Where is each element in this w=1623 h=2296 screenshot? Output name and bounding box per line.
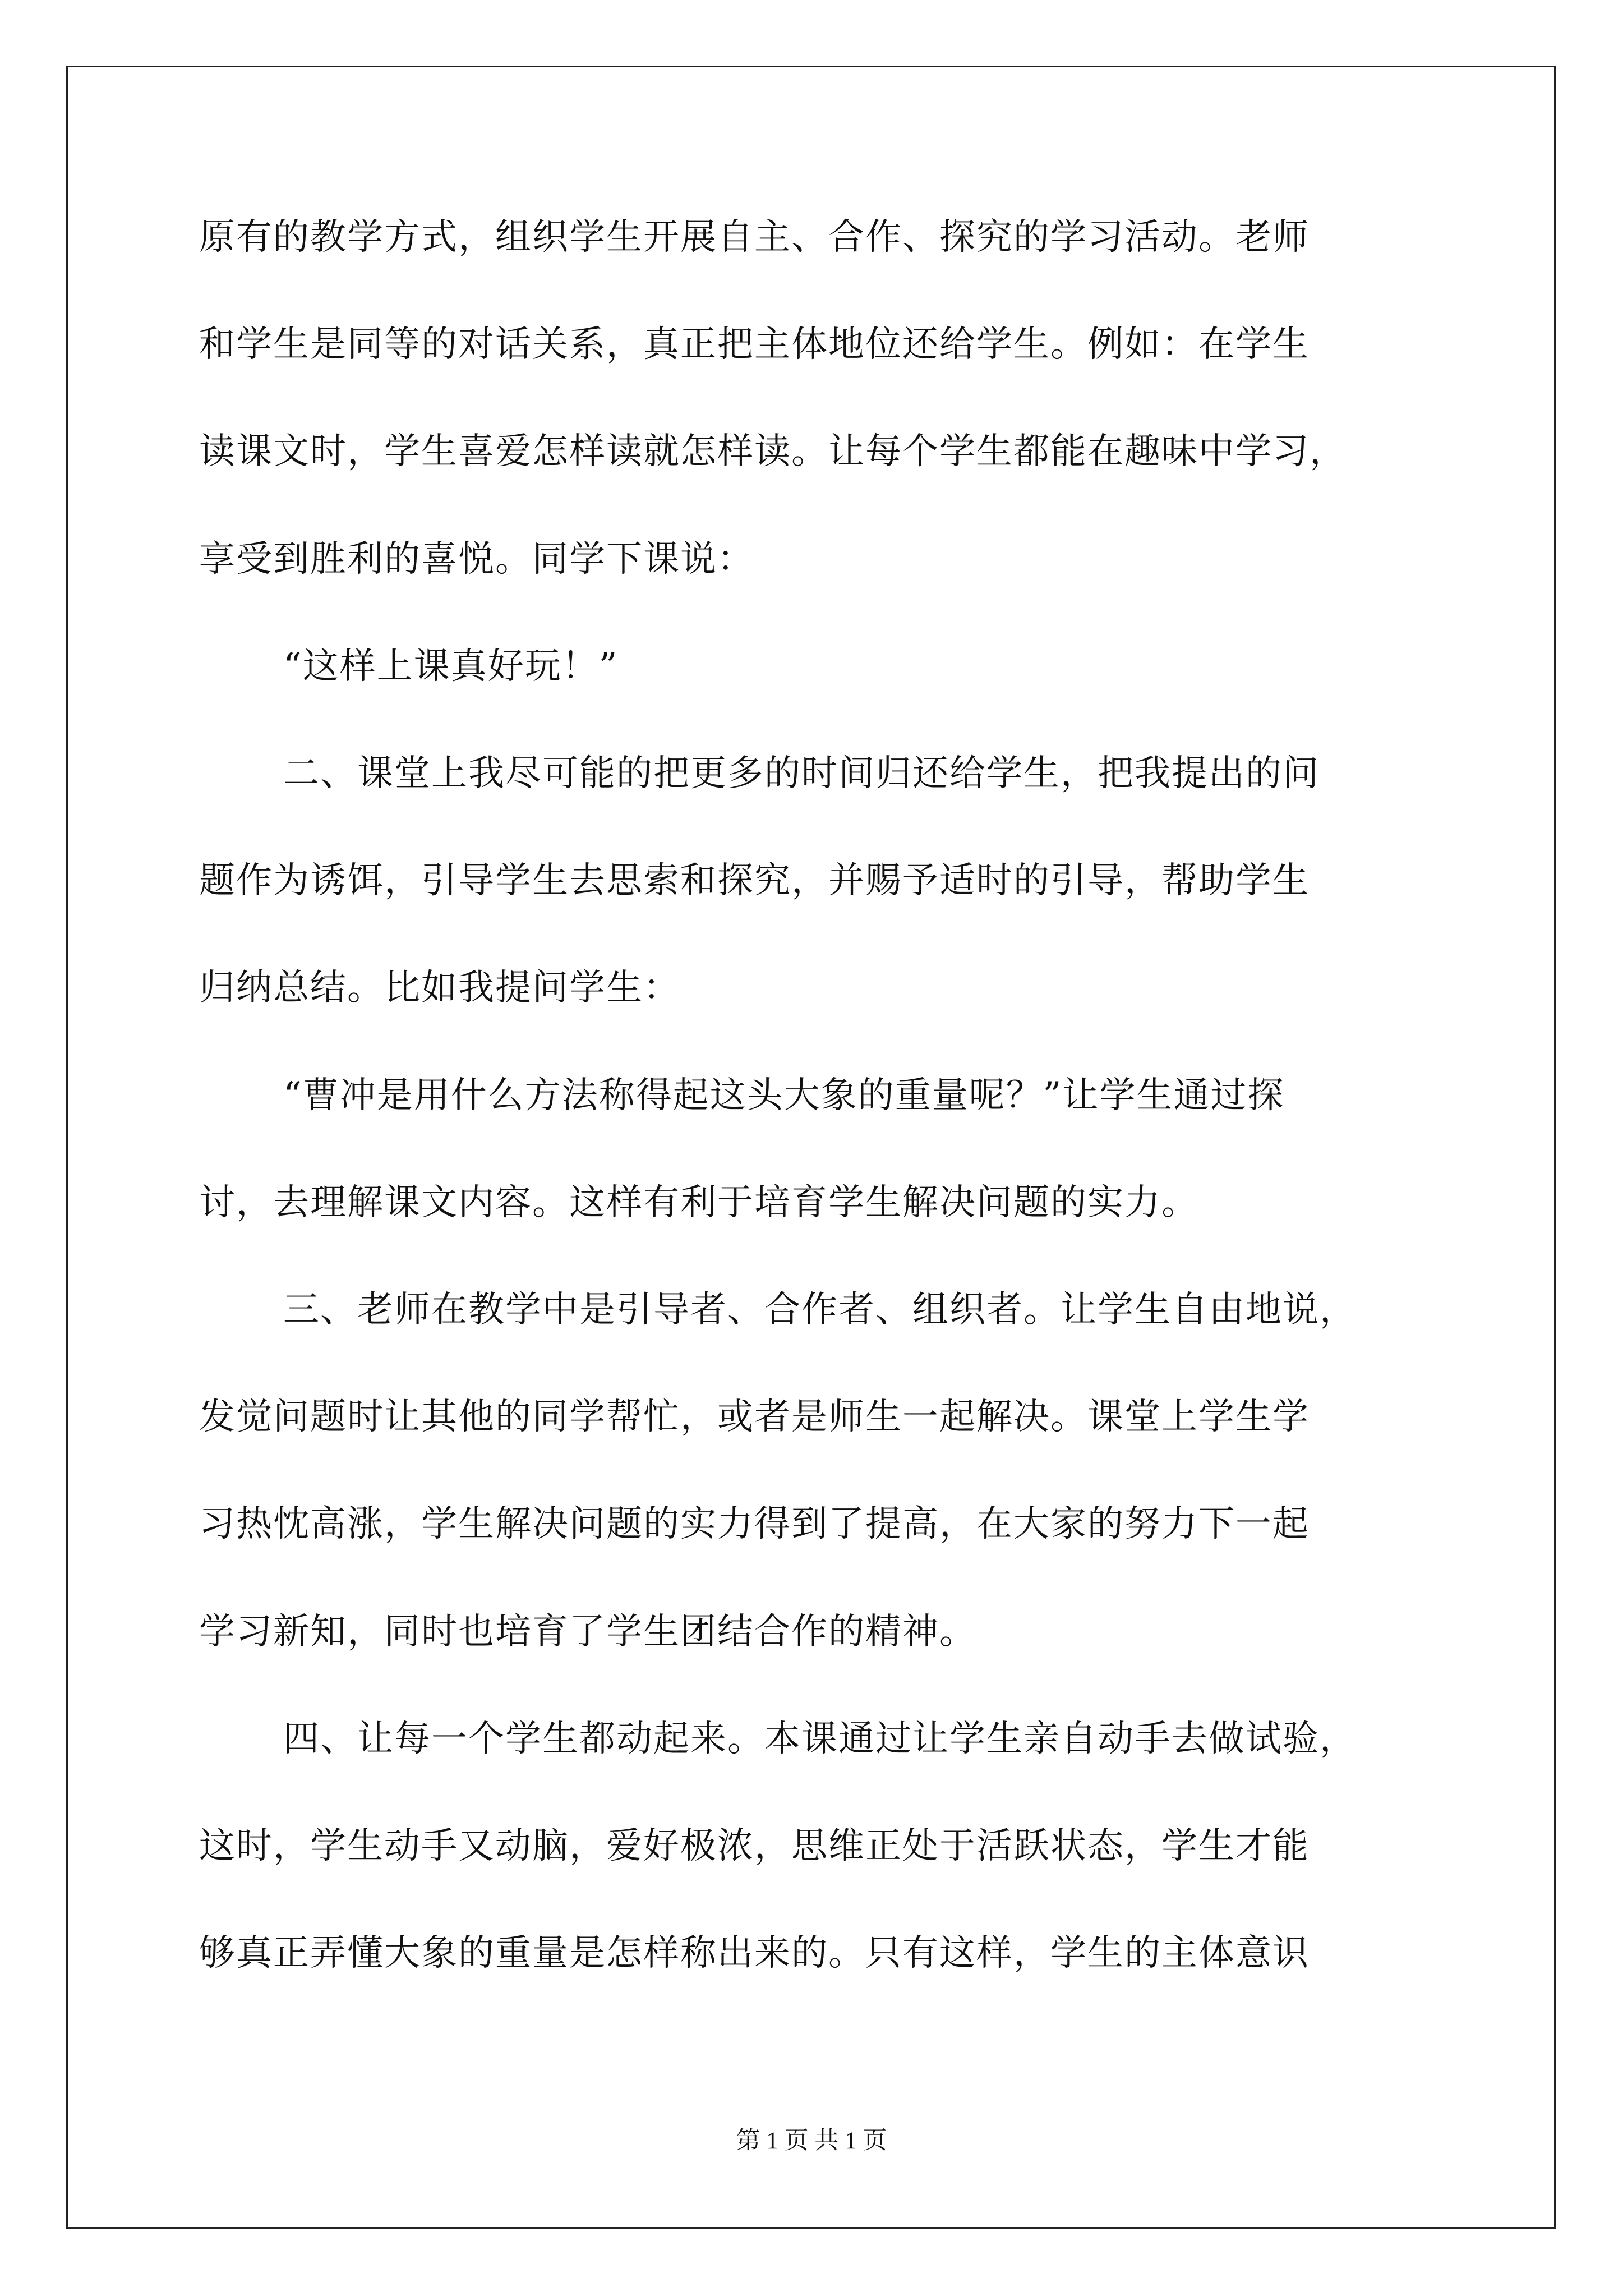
paragraph-start-line: 二、课堂上我尽可能的把更多的时间归还给学生，把我提出的问 <box>283 753 1320 794</box>
page-footer: 第 1 页 共 1 页 <box>736 2128 887 2154</box>
text-line: 读课文时，学生喜爱怎样读就怎样读。让每个学生都能在趣味中学习， <box>199 431 1347 472</box>
text-line: 题作为诱饵，引导学生去思索和探究，并赐予适时的引导，帮助学生 <box>199 860 1310 901</box>
text-line: 享受到胜利的喜悦。同学下课说： <box>199 539 754 580</box>
text-line: 归纳总结。比如我提问学生： <box>199 967 680 1009</box>
text-line: 和学生是同等的对话关系，真正把主体地位还给学生。例如：在学生 <box>199 324 1310 365</box>
text-line: 原有的教学方式，组织学生开展自主、合作、探究的学习活动。老师 <box>199 217 1310 258</box>
text-line: 发觉问题时让其他的同学帮忙，或者是师生一起解决。课堂上学生学 <box>199 1396 1310 1438</box>
text-line: 够真正弄懂大象的重量是怎样称出来的。只有这样，学生的主体意识 <box>199 1932 1310 1974</box>
text-line: 这时，学生动手又动脑，爱好极浓，思维正处于活跃状态，学生才能 <box>199 1825 1310 1867</box>
page-border <box>66 66 1556 2229</box>
paragraph-start-line: “曹冲是用什么方法称得起这头大象的重量呢？”让学生通过探 <box>283 1075 1285 1116</box>
text-line: 讨，去理解课文内容。这样有利于培育学生解决问题的实力。 <box>199 1182 1198 1223</box>
text-line: 习热忱高涨，学生解决问题的实力得到了提高，在大家的努力下一起 <box>199 1503 1310 1545</box>
quote-line: “这样上课真好玩！” <box>283 646 619 687</box>
paragraph-start-line: 三、老师在教学中是引导者、合作者、组织者。让学生自由地说， <box>283 1289 1357 1331</box>
text-line: 学习新知，同时也培育了学生团结合作的精神。 <box>199 1611 976 1653</box>
paragraph-start-line: 四、让每一个学生都动起来。本课通过让学生亲自动手去做试验， <box>283 1718 1357 1760</box>
